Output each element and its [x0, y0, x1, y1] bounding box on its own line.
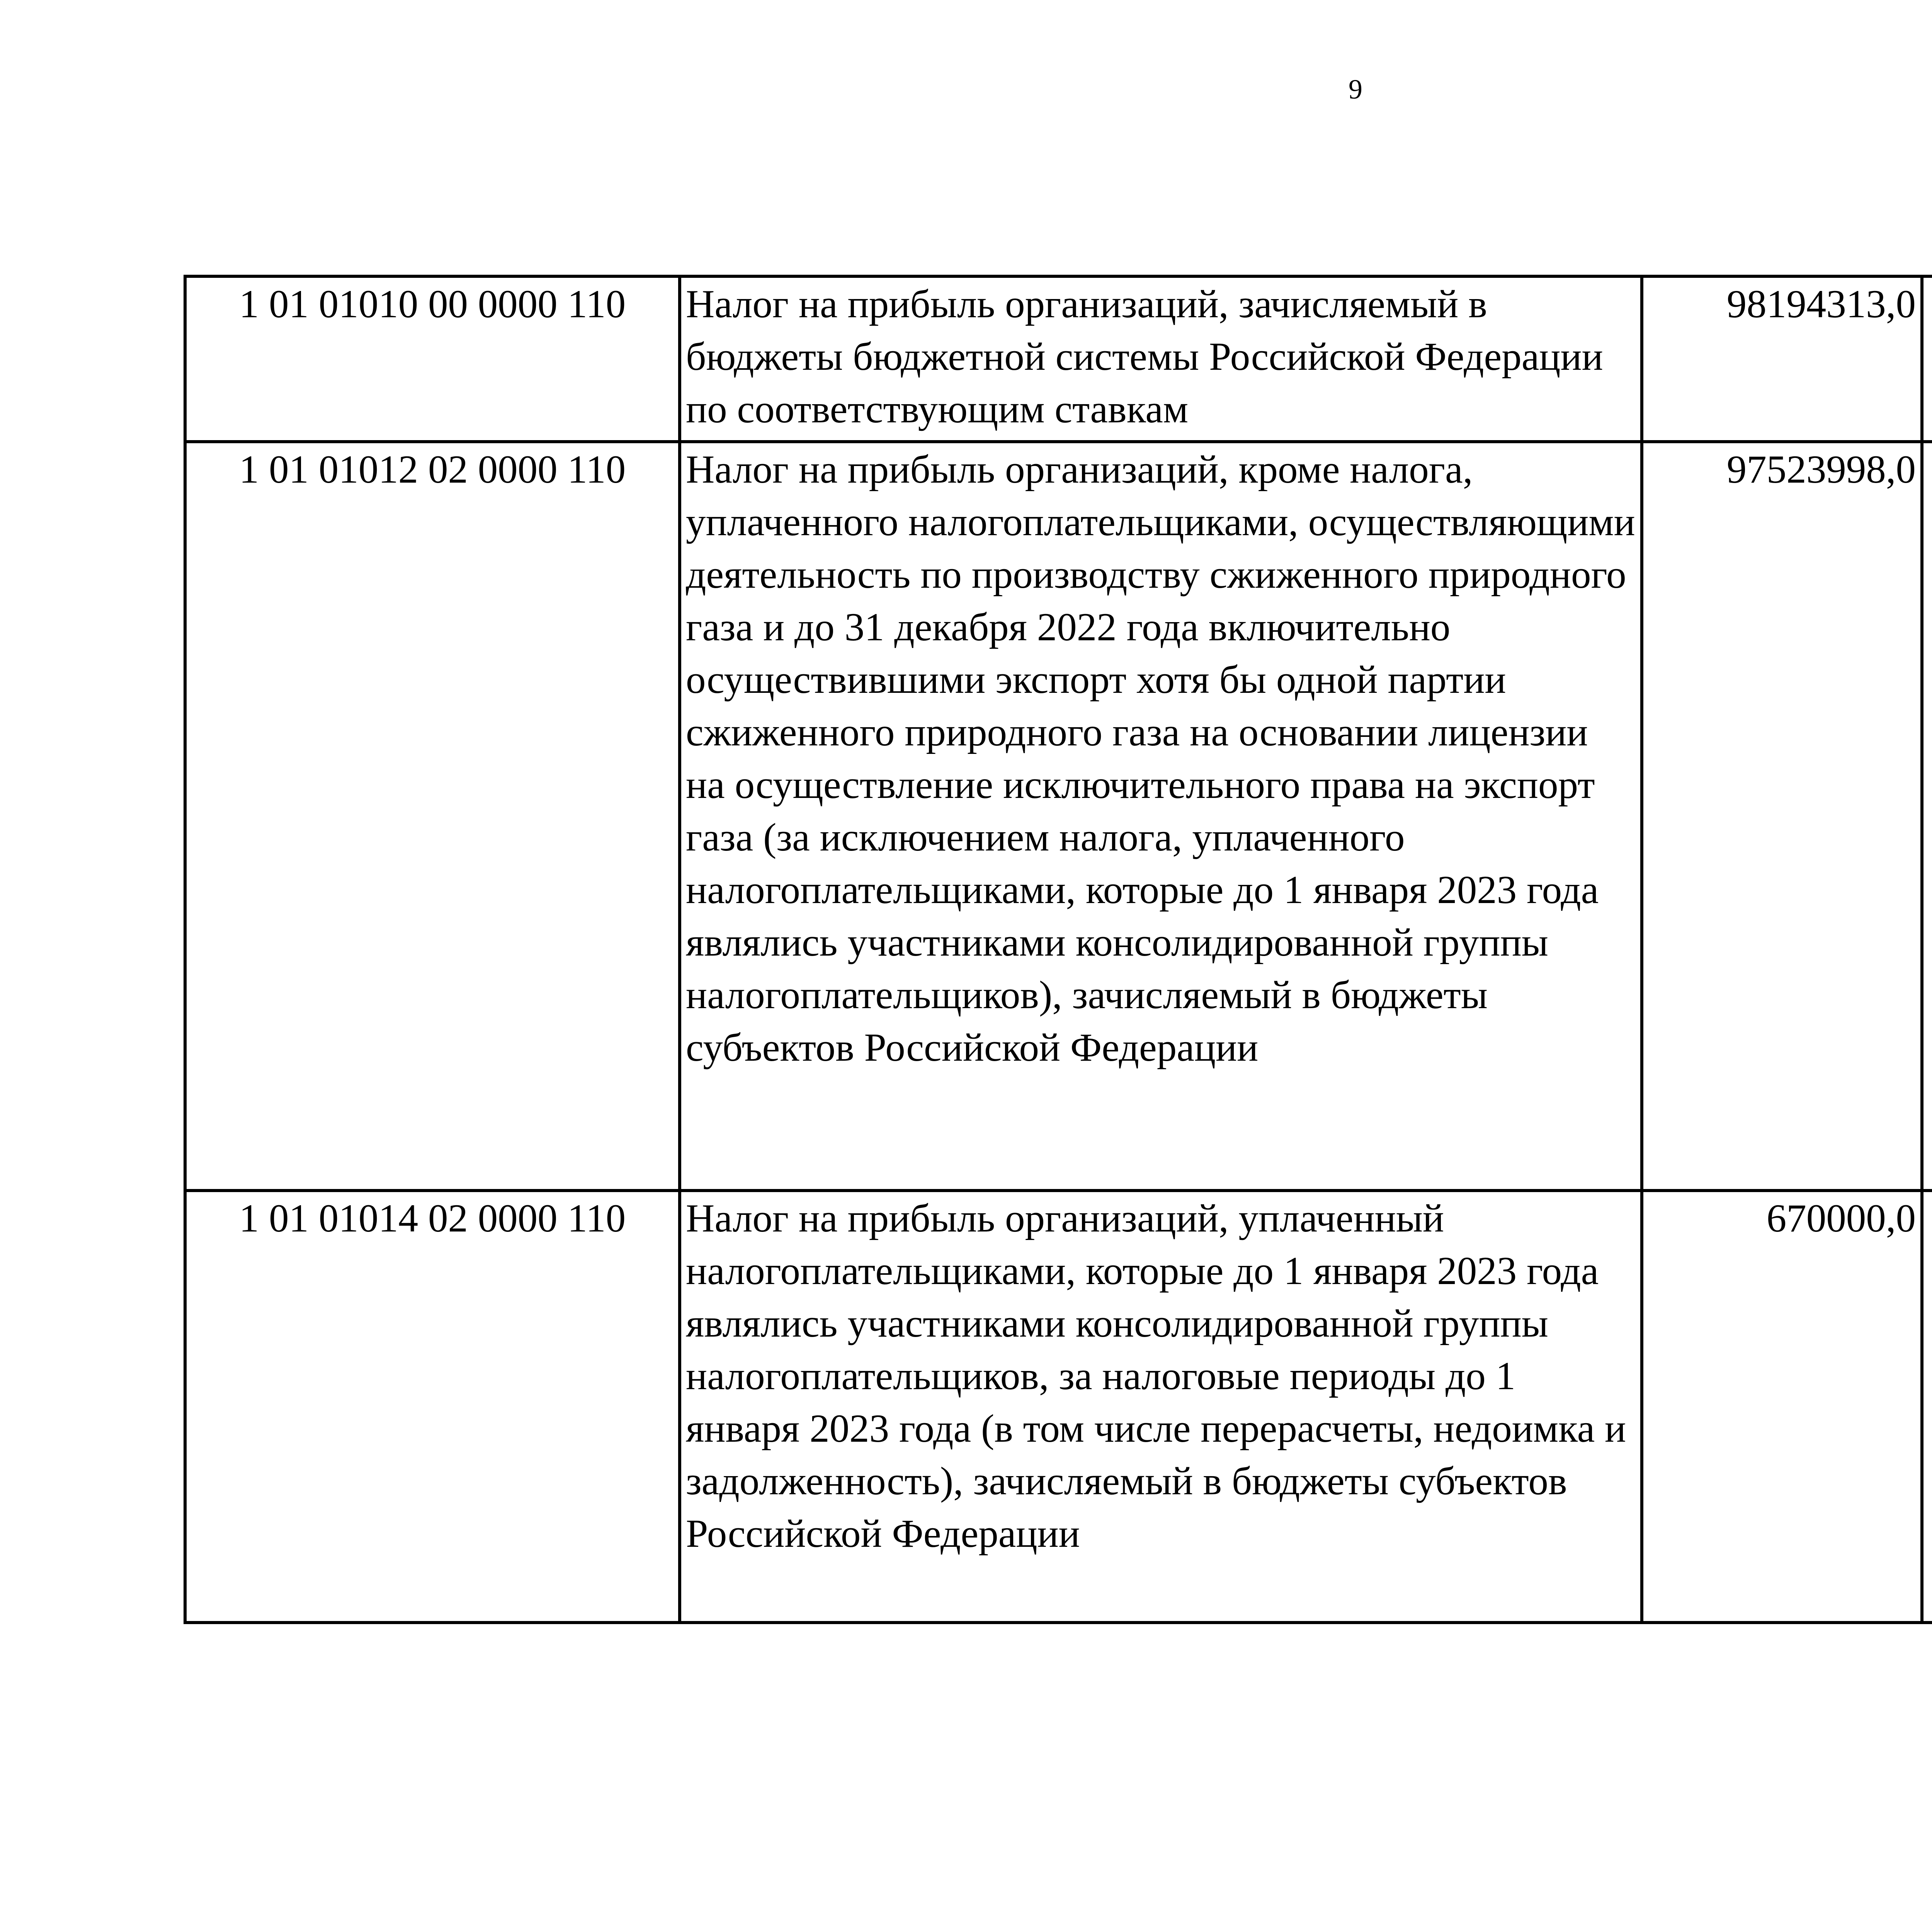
table-row — [185, 276, 1932, 442]
amount-year-1: 670000,0 — [1642, 1191, 1922, 1623]
revenue-name: Налог на прибыль организаций, уплаченный налогоплательщиками, которые до 1 января 2023 года являлись участниками консолидированной группы налогоплательщиков, за налоговые периоды до 1 января 2023 года (в том числе перерасчеты, недоимка и задолженность), зачисляемый в бюджеты субъектов Российской Федерации — [680, 1191, 1642, 1623]
revenue-name: Налог на прибыль организаций, кроме налога, уплаченного налогоплательщиками, осуществляющими деятельность по производству сжиженного природного газа и до 31 декабря 2022 года включительно осуществившими экспорт хотя бы одной партии сжиженного природного газа на основании лицензии на осуществление исключительного права на экспорт газа (за исключением налога, уплаченного налогоплательщиками, которые до 1 января 2023 года являлись участниками консолидированной группы налогоплательщиков), зачисляемый в бюджеты субъектов Российской Федерации — [680, 442, 1642, 1191]
table-row — [185, 1191, 1932, 1623]
amount-year-2 — [1922, 442, 1932, 1191]
amount-year-1: 98194313,0 — [1642, 276, 1922, 442]
budget-code: 1 01 01014 02 0000 110 — [185, 1191, 680, 1623]
table-row — [185, 442, 1932, 1191]
budget-table — [184, 275, 1932, 1624]
budget-code: 1 01 01012 02 0000 110 — [185, 442, 680, 1191]
budget-code: 1 01 01010 00 0000 110 — [185, 276, 680, 442]
amount-year-2 — [1922, 276, 1932, 442]
page-number: 9 — [1349, 74, 1362, 105]
amount-year-1: 97523998,0 — [1642, 442, 1922, 1191]
revenue-name: Налог на прибыль организаций, зачисляемый в бюджеты бюджетной системы Российской Федерации по соответствующим ставкам — [680, 276, 1642, 442]
amount-year-2 — [1922, 1191, 1932, 1623]
